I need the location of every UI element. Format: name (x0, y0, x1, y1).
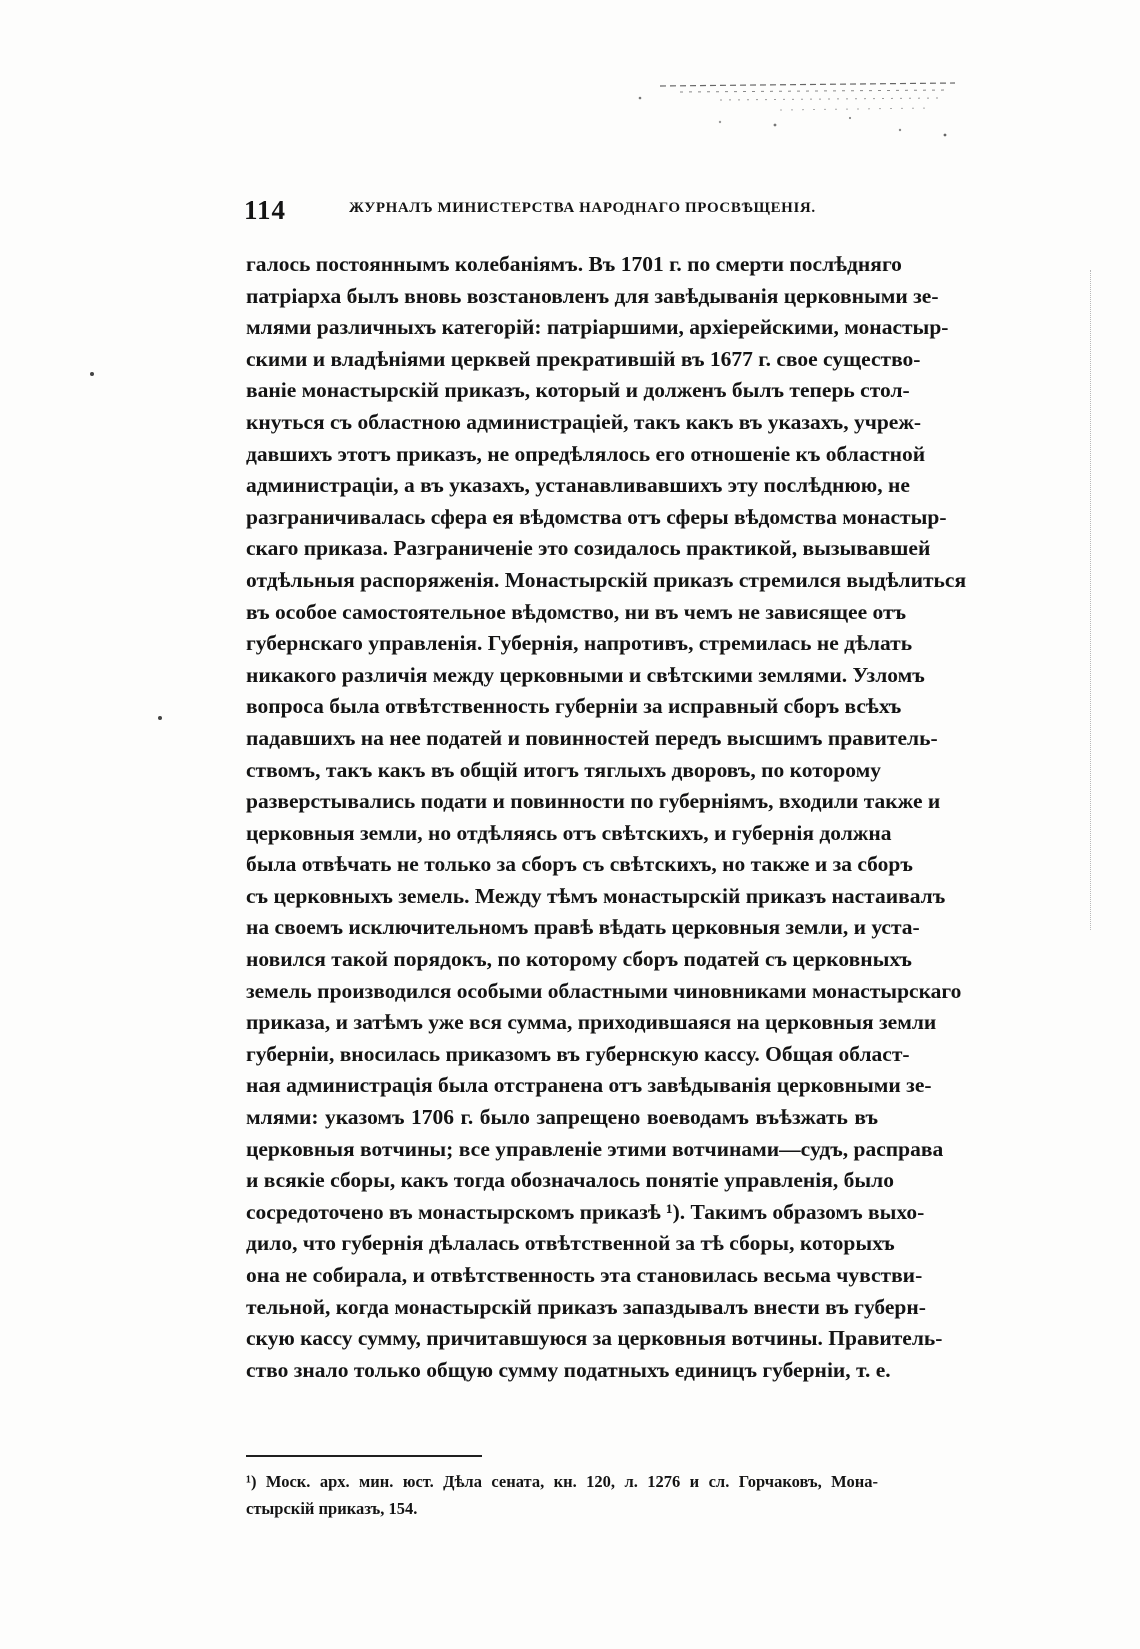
text-line: администраціи, а въ указахъ, устанавливавшихъ эту послѣднюю, не (246, 473, 910, 498)
text-line: сосредоточено въ монастырскомъ приказѣ ¹). Такимъ образомъ выхо- (246, 1199, 925, 1224)
text-line: отдѣльныя распоряженія. Монастырскій приказъ стремился выдѣлиться (246, 567, 967, 592)
text-line: ствомъ, такъ какъ въ общій итогъ тяглыхъ дворовъ, по которому (246, 757, 881, 782)
text-line: млями: указомъ 1706 г. было запрещено воеводамъ въѣзжать въ (246, 1105, 878, 1130)
body-text (246, 249, 967, 1386)
text-line: вопроса была отвѣтственность губерніи за исправный сборъ всѣхъ (246, 694, 902, 719)
page-number: 114 (244, 195, 287, 225)
text-line: кнуться съ областною администраціей, такъ какъ въ указахъ, учреж- (246, 409, 922, 434)
footnote-divider (246, 1455, 482, 1457)
text-line: никакого различія между церковными и свѣтскими землями. Узломъ (246, 662, 925, 687)
text-line: съ церковныхъ земель. Между тѣмъ монастырскій приказъ настаивалъ (246, 883, 946, 908)
scan-noise-marks (600, 80, 1020, 150)
text-line: ная администрація была отстранена отъ завѣдыванія церковными зе- (246, 1073, 932, 1098)
text-line: падавшихъ на нее податей и повинностей передъ высшимъ правитель- (246, 725, 938, 750)
text-line: церковныя вотчины; все управленіе этими вотчинами—судъ, расправа (246, 1136, 944, 1161)
text-line: скую кассу сумму, причитавшуюся за церковныя вотчины. Правитель- (246, 1326, 943, 1351)
text-line: была отвѣчать не только за сборъ съ свѣтскихъ, но также и за сборъ (246, 852, 913, 877)
text-line: дило, что губернія дѣлалась отвѣтственной за тѣ сборы, которыхъ (246, 1231, 895, 1256)
text-line: на своемъ исключительномъ правѣ вѣдать церковныя земли, и уста- (246, 915, 920, 940)
margin-scan-line (1090, 270, 1091, 930)
text-line: губерніи, вносилась приказомъ въ губернскую кассу. Общая област- (246, 1041, 910, 1066)
text-line: млями различныхъ категорій: патріаршими, архіерейскими, монастыр- (246, 315, 949, 340)
scan-speck (90, 372, 94, 376)
journal-title: ЖУРНАЛЪ МИНИСТЕРСТВА НАРОДНАГО ПРОСВѢЩЕНІЯ. (349, 200, 816, 216)
text-line: патріарха былъ вновь возстановленъ для завѣдыванія церковными зе- (246, 283, 939, 308)
text-line: разверстывались подати и повинности по губерніямъ, входили также и (246, 789, 941, 814)
text-line: въ особое самостоятельное вѣдомство, ни въ чемъ не зависящее отъ (246, 599, 907, 624)
footnotes (246, 1468, 878, 1522)
footnote-line: ¹) Моск. арх. мин. юст. Дѣла сената, кн. 120, л. 1276 и сл. Горчаковъ, Мона- (246, 1472, 878, 1491)
text-line: и всякіе сборы, какъ тогда обозначалось понятіе управленія, было (246, 1168, 894, 1193)
text-line: губернскаго управленія. Губернія, напротивъ, стремилась не дѣлать (246, 631, 913, 656)
footnote-line: стырскій приказъ, 154. (246, 1499, 418, 1518)
scan-speck (158, 716, 162, 720)
text-line: скими и владѣніями церквей прекратившій въ 1677 г. свое существо- (246, 346, 921, 371)
text-line: новился такой порядокъ, по которому сборъ податей съ церковныхъ (246, 947, 912, 972)
text-line: земель производился особыми областными чиновниками монастырскаго (246, 978, 962, 1003)
text-line: ваніе монастырскій приказъ, который и долженъ былъ теперь стол- (246, 378, 910, 403)
text-line: галось постояннымъ колебаніямъ. Въ 1701 г. по смерти послѣдняго (246, 252, 902, 276)
running-head (244, 195, 884, 227)
text-line: ство знало только общую сумму податныхъ единицъ губерніи, т. е. (246, 1357, 891, 1382)
text-line: церковныя земли, но отдѣляясь отъ свѣтскихъ, и губернія должна (246, 820, 892, 845)
text-line: скаго приказа. Разграниченіе это созидалось практикой, вызывавшей (246, 536, 931, 561)
text-line: давшихъ этотъ приказъ, не опредѣлялось его отношеніе къ областной (246, 441, 926, 466)
text-line: разграничивалась сфера ея вѣдомства отъ сферы вѣдомства монастыр- (246, 504, 947, 529)
text-line: тельной, когда монастырскій приказъ запаздывалъ внести въ губерн- (246, 1294, 926, 1319)
text-line: приказа, и затѣмъ уже вся сумма, приходившаяся на церковныя земли (246, 1010, 937, 1035)
text-line: она не собирала, и отвѣтственность эта становилась весьма чувстви- (246, 1263, 923, 1287)
